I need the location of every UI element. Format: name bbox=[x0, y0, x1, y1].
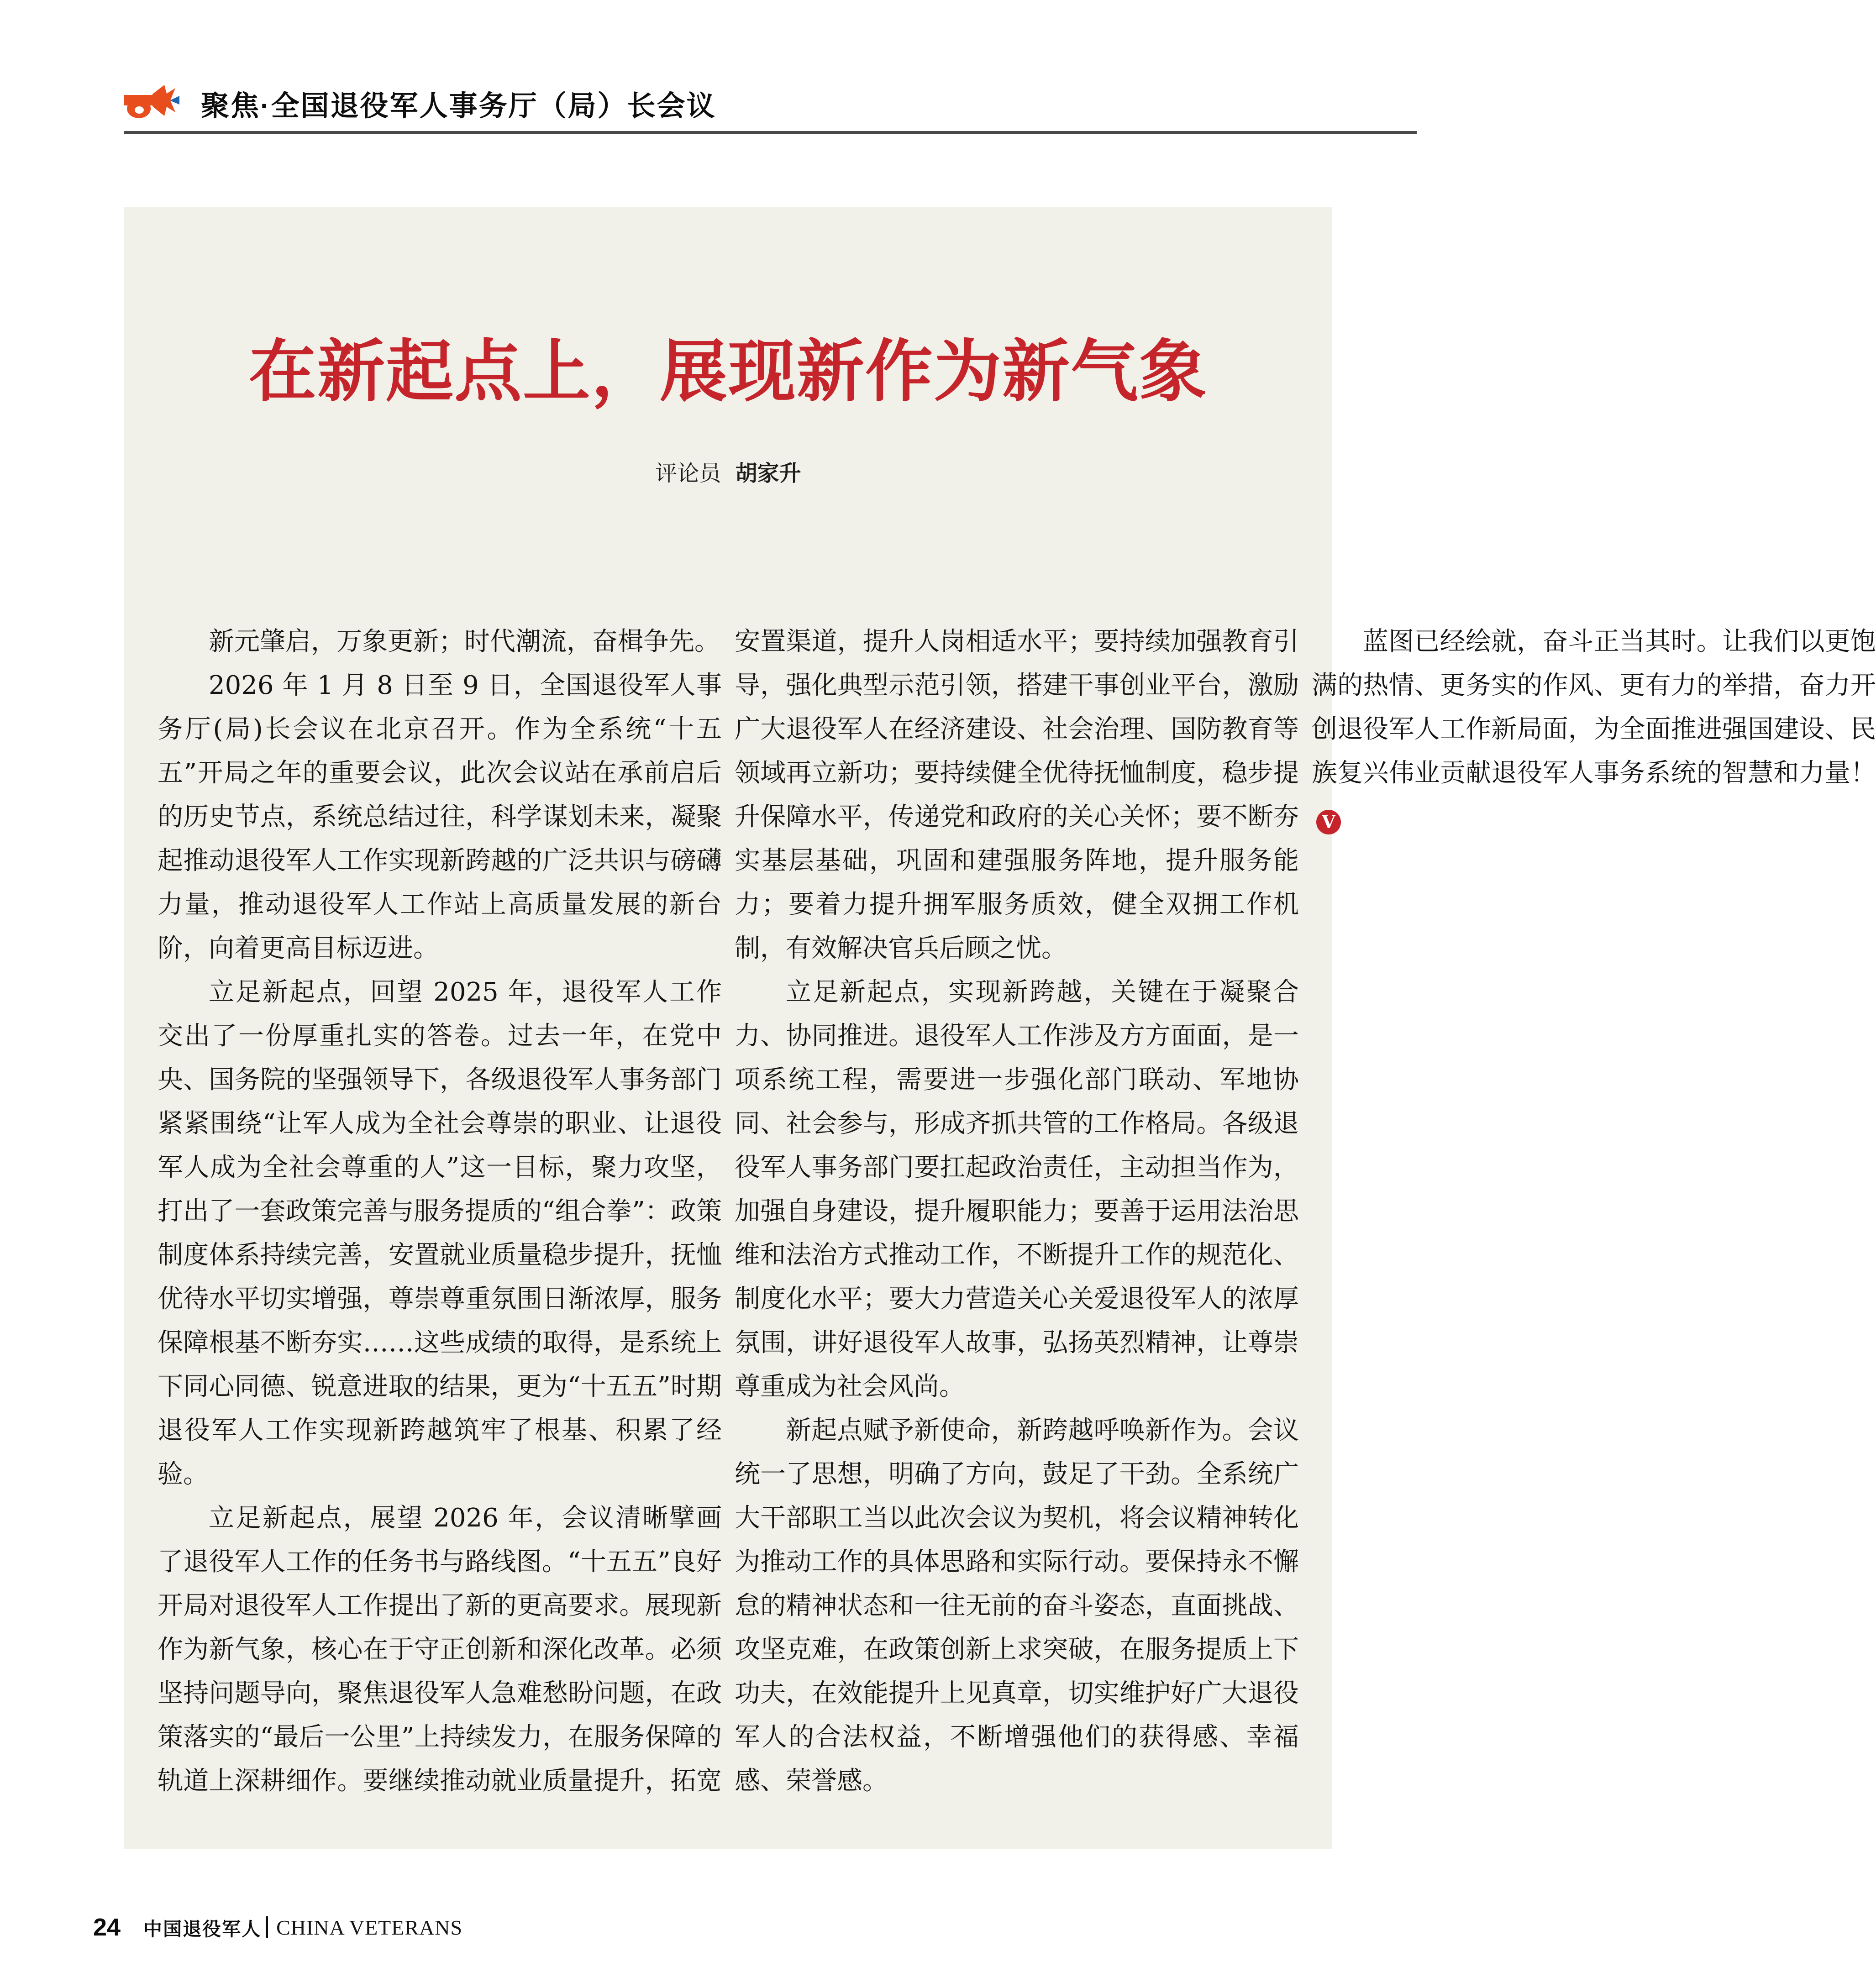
magazine-name-cn: 中国退役军人 bbox=[143, 1918, 262, 1940]
paragraph: 新起点赋予新使命，新跨越呼唤新作为。会议统一了思想，明确了方向，鼓足了干劲。全系统广大干部职工当以此次会议为契机，将会议精神转化为推动工作的具体思路和实际行动。要保持永不懈怠的精神状态和一往无前的奋斗姿态，直面挑战、攻坚克难，在政策创新上求突破，在服务提质上下功夫，在效能提升上见真章，切实维护好广大退役军人的合法权益，不断增强他们的获得感、幸福感、荣誉感。 bbox=[735, 1416, 1299, 1796]
paragraph: 蓝图已经绘就，奋斗正当其时。让我们以更饱满的热情、更务实的作风、更有力的举措，奋力开创退役军人工作新局面，为全面推进强国建设、民族复兴伟业贡献退役军人事务系统的智慧和力量！V bbox=[1312, 620, 1876, 839]
article-body bbox=[158, 620, 1876, 1825]
paragraph: 立足新起点，回望 2025 年，退役军人工作交出了一份厚重扎实的答卷。过去一年，在党中央、国务院的坚强领导下，各级退役军人事务部门紧紧围绕“让军人成为全社会尊崇的职业、让退役军人成为全社会尊重的人”这一目标，聚力攻坚，打出了一套政策完善与服务提质的“组合拳”：政策制度体系持续完善，安置就业质量稳步提升，抚恤优待水平切实增强，尊崇尊重氛围日渐浓厚，服务保障根基不断夯实……这些成绩的取得，是系统上下同心同德、锐意进取的结果，更为“十五五”时期退役军人工作实现新跨越筑牢了根基、积累了经验。 bbox=[158, 977, 722, 1489]
paragraph: 2026 年 1 月 8 日至 9 日，全国退役军人事务厅(局)长会议在北京召开。作为全系统“十五五”开局之年的重要会议，此次会议站在承前启后的历史节点，系统总结过往，科学谋划未来，凝聚起推动退役军人工作实现新跨越的广泛共识与磅礴力量，推动退役军人工作站上高质量发展的新台阶，向着更高目标迈进。 bbox=[158, 671, 722, 963]
byline-name: 胡家升 bbox=[735, 462, 801, 486]
byline-role: 评论员 bbox=[655, 462, 721, 486]
paragraph: 立足新起点，展望 2026 年，会议清晰擘画了退役军人工作的任务书与路线图。“十五五”良好开局对退役军人工作提出了新的更高要求。展现新作为新气象，核心在于守正创新和深化改革。必须坚持问题导向，聚焦退役军人急难愁盼问题，在政策落实的“最后一公里”上持续发力，在服务保障的轨道上深耕细作。要继续推动就业质量提升，拓宽安置渠道，提升人岗相适水平；要持续加强教育引导，强化典型示范引领，搭建干事创业平台，激励广大退役军人在经济建设、社会治理、国防教育等领域再立新功；要持续健全优待抚恤制度，稳步提升保障水平，传递党和政府的关心关怀；要不断夯实基层基础，巩固和建强服务阵地，提升服务能力；要着力提升拥军服务质效，健全双拥工作机制，有效解决官兵后顾之忧。 bbox=[158, 627, 1299, 1796]
bugle-star-logo-icon bbox=[124, 81, 180, 125]
header-rule bbox=[124, 131, 1417, 134]
paragraph: 立足新起点，实现新跨越，关键在于凝聚合力、协同推进。退役军人工作涉及方方面面，是一项系统工程，需要进一步强化部门联动、军地协同、社会参与，形成齐抓共管的工作格局。各级退役军人事务部门要扛起政治责任，主动担当作为，加强自身建设，提升履职能力；要善于运用法治思维和法治方式推动工作，不断提升工作的规范化、制度化水平；要大力营造关心关爱退役军人的浓厚氛围，讲好退役军人故事，弘扬英烈精神，让尊崇尊重成为社会风尚。 bbox=[735, 977, 1299, 1401]
page-header bbox=[0, 0, 1450, 137]
end-of-article-badge: V bbox=[1316, 810, 1341, 834]
section-label: 聚焦·全国退役军人事务厅（局）长会议 bbox=[201, 90, 716, 122]
page-number: 24 bbox=[93, 1914, 121, 1941]
article-title: 在新起点上，展现新作为新气象 bbox=[249, 331, 1208, 411]
paragraph: 新元肇启，万象更新；时代潮流，奋楫争先。 bbox=[209, 627, 720, 656]
page-footer bbox=[93, 1914, 462, 1941]
byline bbox=[124, 456, 1332, 487]
magazine-name-en: CHINA VETERANS bbox=[276, 1915, 463, 1939]
article-panel bbox=[124, 207, 1876, 1849]
footer-divider bbox=[266, 1916, 268, 1938]
